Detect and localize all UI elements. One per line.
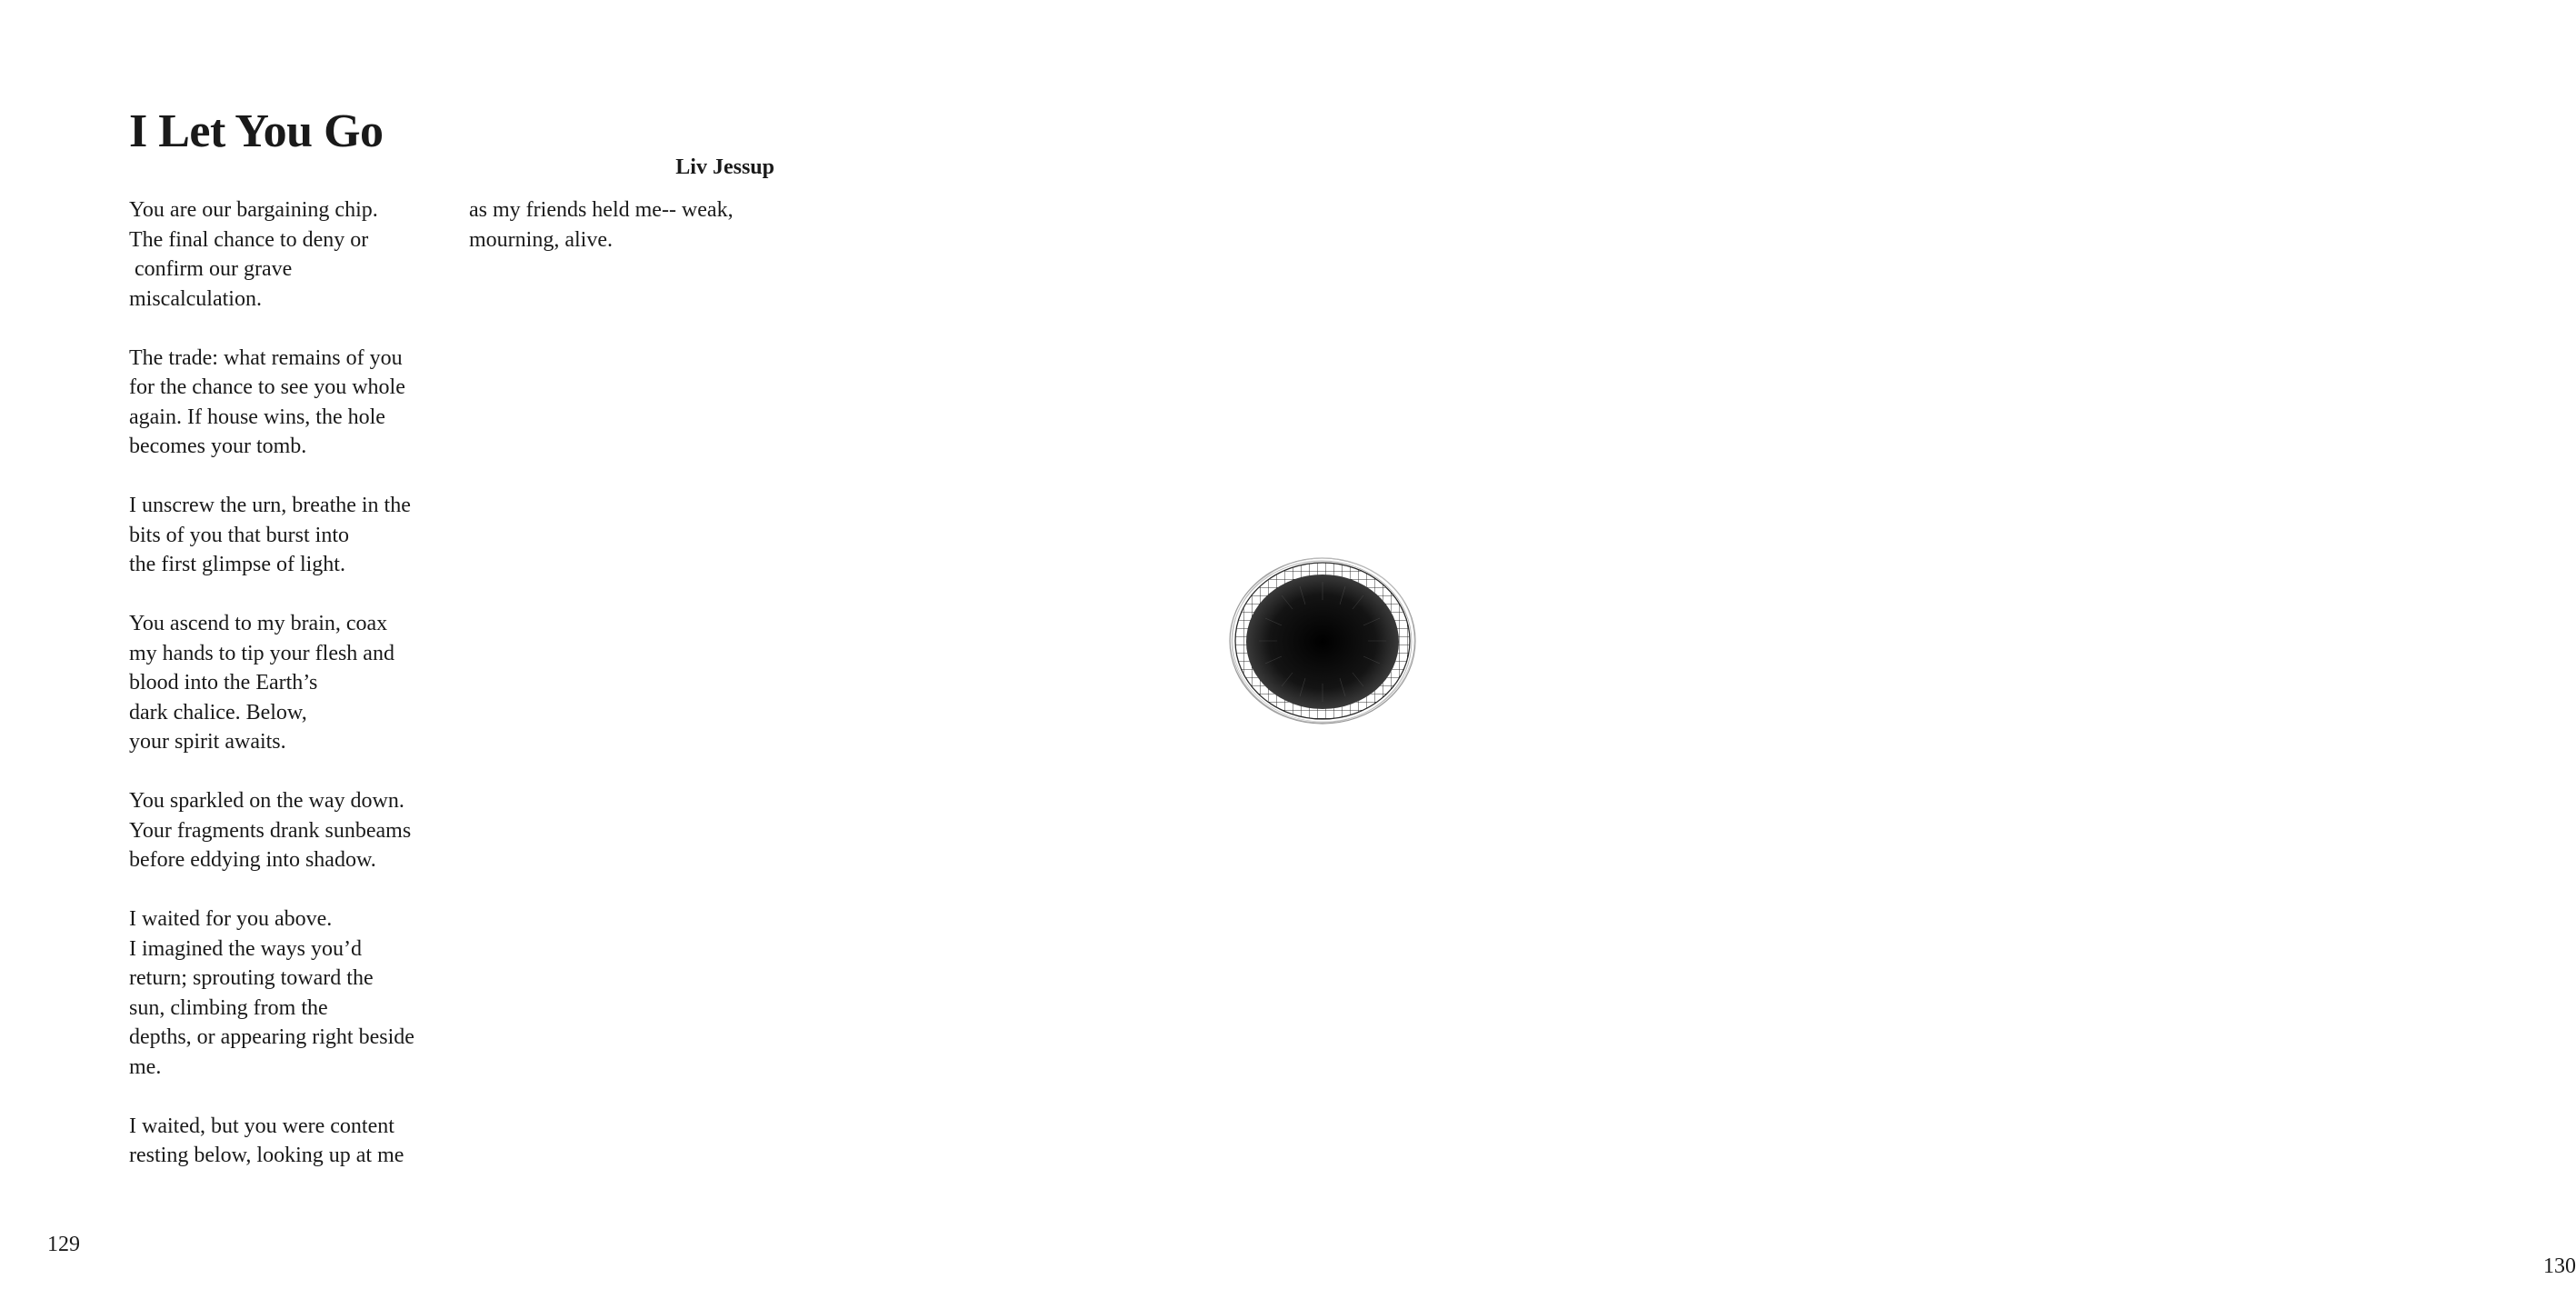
- poem-line: for the chance to see you whole: [129, 375, 405, 399]
- stanza: [129, 491, 443, 580]
- poem-line: The trade: what remains of you: [129, 345, 403, 370]
- poem-line: again. If house wins, the hole: [129, 405, 385, 429]
- poem-line: my hands to tip your flesh and: [129, 641, 394, 665]
- poem-line: dark chalice. Below,: [129, 700, 307, 724]
- poem-line: as my friends held me-- weak,: [469, 198, 734, 222]
- poem-line: I waited for you above.: [129, 907, 333, 931]
- poem-line: your spirit awaits.: [129, 730, 286, 754]
- poem-column-2: [469, 195, 783, 285]
- poem-line: sun, climbing from the: [129, 995, 328, 1020]
- poem-line: blood into the Earth’s: [129, 671, 318, 694]
- poem-line: before eddying into shadow.: [129, 848, 376, 872]
- stanza: [129, 344, 443, 462]
- poem-line: depths, or appearing right beside: [129, 1025, 414, 1049]
- poem-line: You ascend to my brain, coax: [129, 612, 388, 635]
- poem-line: Your fragments drank sunbeams: [129, 818, 412, 843]
- poem-line: You sparkled on the way down.: [129, 789, 404, 813]
- poem-line: miscalculation.: [129, 286, 262, 311]
- page-number-left: 129: [47, 1233, 80, 1256]
- page-number-right: 130: [2543, 1254, 2576, 1278]
- poem-line: return; sprouting toward the: [129, 966, 374, 990]
- stanza: [469, 195, 783, 255]
- poem-line: mourning, alive.: [469, 227, 613, 252]
- poem-line: becomes your tomb.: [129, 435, 307, 458]
- stanza: [129, 195, 443, 314]
- dark-hole-drawing-icon: [1227, 555, 1418, 727]
- poem-line: bits of you that burst into: [129, 523, 349, 547]
- poem-title: I Let You Go: [129, 105, 384, 157]
- poem-line: the first glimpse of light.: [129, 553, 345, 576]
- poem-line: confirm our grave: [129, 257, 293, 281]
- poem-line: I imagined the ways you’d: [129, 936, 362, 961]
- stanza: [129, 609, 443, 757]
- stanza: [129, 1112, 443, 1171]
- poem-line: resting below, looking up at me: [129, 1144, 404, 1167]
- poem-line: me.: [129, 1054, 162, 1079]
- poem-author: Liv Jessup: [675, 155, 774, 179]
- poem-line: I waited, but you were content: [129, 1114, 394, 1138]
- stanza: [129, 904, 443, 1082]
- poem-column-1: [129, 195, 443, 1200]
- poem-line: I unscrew the urn, breathe in the: [129, 494, 411, 517]
- stanza: [129, 786, 443, 875]
- left-page: [0, 0, 873, 1309]
- poem-line: The final chance to deny or: [129, 227, 369, 252]
- poem-line: You are our bargaining chip.: [129, 198, 378, 222]
